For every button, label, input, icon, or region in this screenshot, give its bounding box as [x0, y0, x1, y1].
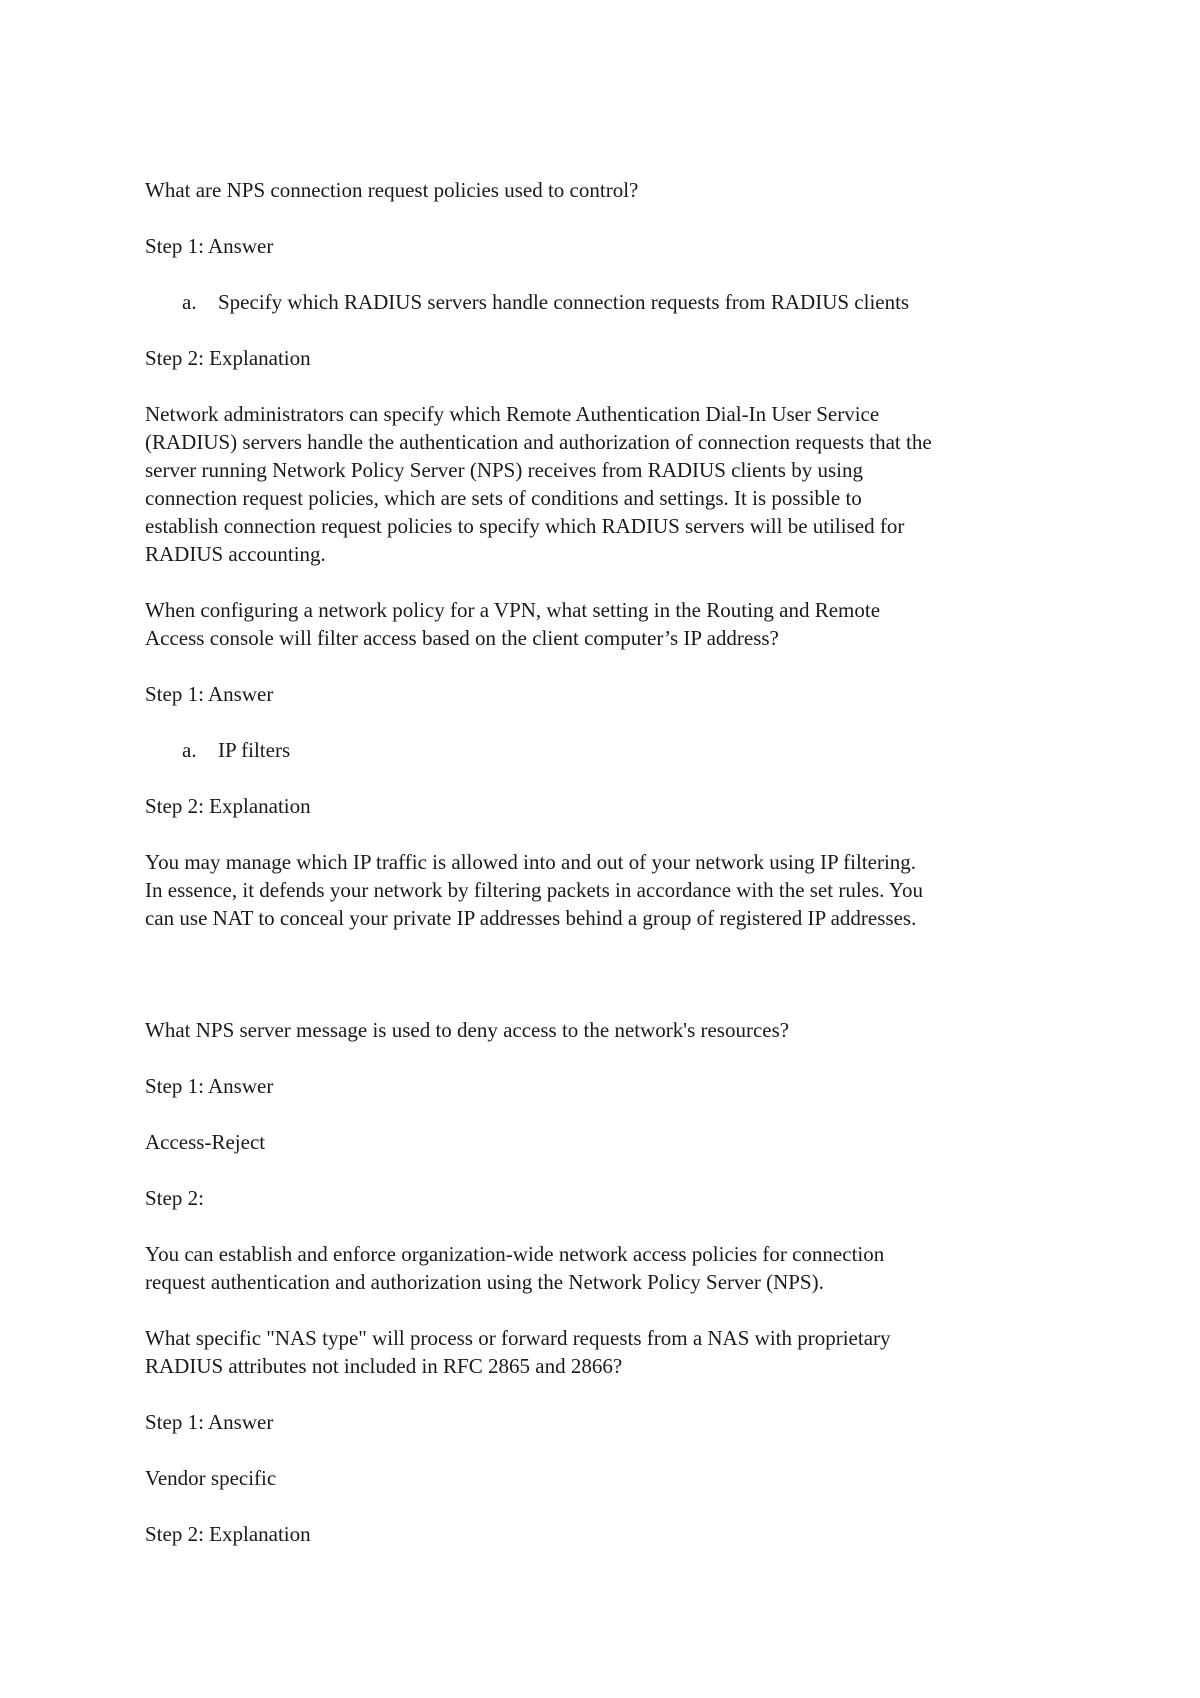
question-4	[145, 1324, 1080, 1380]
question-line: What specific "NAS type" will process or forward requests from a NAS with proprietary	[145, 1326, 891, 1350]
question-line: RADIUS attributes not included in RFC 2865 and 2866?	[145, 1354, 623, 1378]
explanation-1	[145, 400, 1080, 568]
explanation-3	[145, 1240, 1080, 1296]
question-line: Access console will filter access based on the client computer’s IP address?	[145, 626, 779, 650]
answer-1: Specify which RADIUS servers handle connection requests from RADIUS clients	[218, 290, 910, 314]
explanation-line: You may manage which IP traffic is allowed into and out of your network using IP filtering.	[145, 850, 917, 874]
explanation-line: can use NAT to conceal your private IP addresses behind a group of registered IP addresses.	[145, 906, 917, 930]
explanation-line: establish connection request policies to specify which RADIUS servers will be utilised for	[145, 514, 905, 538]
explanation-line: connection request policies, which are sets of conditions and settings. It is possible to	[145, 486, 862, 510]
step2-label-1: Step 2: Explanation	[145, 346, 311, 370]
explanation-line: You can establish and enforce organization-wide network access policies for connection	[145, 1242, 885, 1266]
question-1: What are NPS connection request policies used to control?	[145, 178, 639, 202]
answer-4: Vendor specific	[145, 1466, 277, 1490]
step2-label-2: Step 2: Explanation	[145, 794, 311, 818]
explanation-line: server running Network Policy Server (NPS) receives from RADIUS clients by using	[145, 458, 863, 482]
list-marker: a.	[182, 290, 197, 314]
question-2	[145, 596, 1080, 652]
answer-3: Access-Reject	[145, 1130, 266, 1154]
step1-label-4: Step 1: Answer	[145, 1410, 274, 1434]
question-3: What NPS server message is used to deny access to the network's resources?	[145, 1018, 790, 1042]
explanation-line: RADIUS accounting.	[145, 542, 326, 566]
step1-label-2: Step 1: Answer	[145, 682, 274, 706]
step2-label-3: Step 2:	[145, 1186, 204, 1210]
step2-label-4: Step 2: Explanation	[145, 1522, 311, 1546]
question-line: When configuring a network policy for a VPN, what setting in the Routing and Remote	[145, 598, 881, 622]
explanation-2	[145, 848, 1080, 932]
step1-label-3: Step 1: Answer	[145, 1074, 274, 1098]
explanation-line: In essence, it defends your network by filtering packets in accordance with the set rules. You	[145, 878, 923, 902]
list-marker: a.	[182, 738, 197, 762]
answer-2: IP filters	[218, 738, 291, 762]
explanation-line: request authentication and authorization using the Network Policy Server (NPS).	[145, 1270, 824, 1294]
explanation-line: Network administrators can specify which Remote Authentication Dial-In User Service	[145, 402, 880, 426]
explanation-line: (RADIUS) servers handle the authentication and authorization of connection requests that the	[145, 430, 932, 454]
step1-label-1: Step 1: Answer	[145, 234, 274, 258]
